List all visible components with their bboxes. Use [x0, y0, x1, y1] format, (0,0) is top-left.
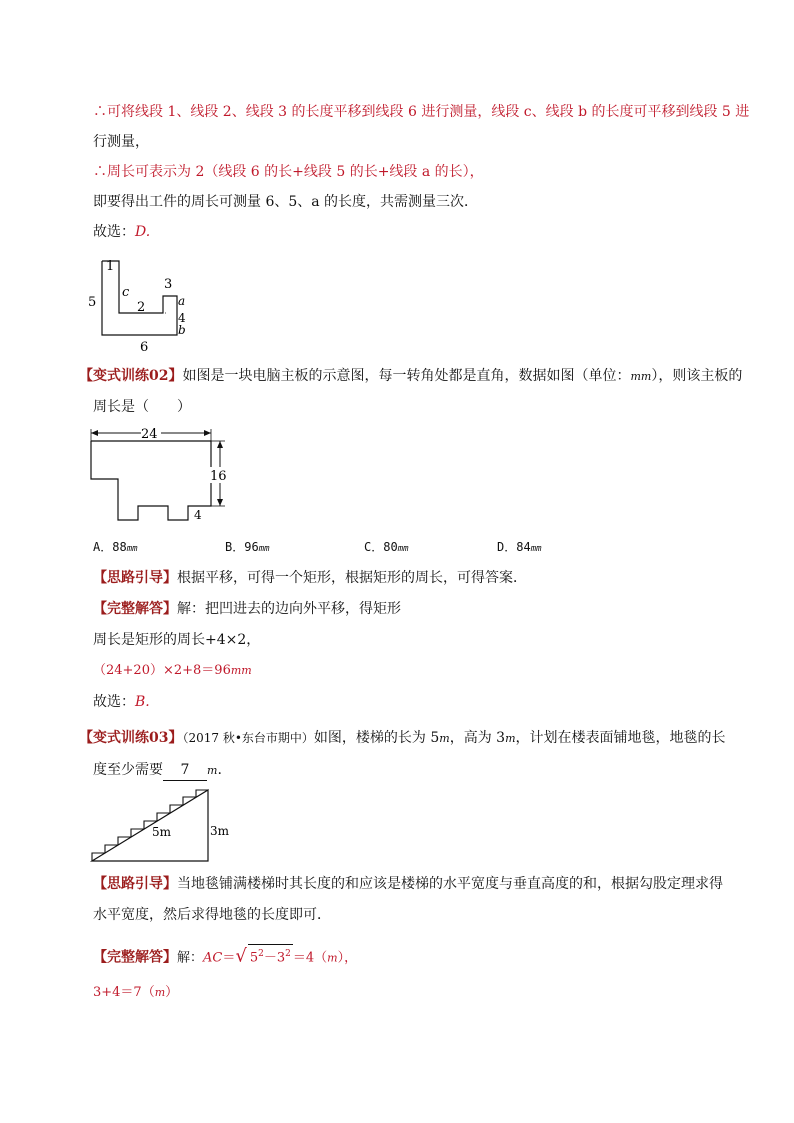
solution-line: 【完整解答】解：AC＝√ $5^2-3^2 =4(m)$， [93, 945, 358, 967]
question-text: ），则该主板的 [651, 368, 743, 384]
exercise-tag: 【变式训练02】 [79, 368, 183, 384]
hint-line [93, 568, 527, 588]
label-3: 3 [164, 277, 173, 292]
solution-calc: （24+20）×2+8＝96mm [93, 663, 252, 678]
option-c[interactable]: C．80mm [364, 540, 409, 554]
dim-height: 16 [210, 469, 227, 484]
exercise-tag: 【变式训练03】 [79, 730, 183, 746]
unit: mm [630, 370, 652, 383]
label-1: 1 [106, 259, 115, 274]
hint-text: 根据平移，可得一个矩形，根据矩形的周长，可得答案． [177, 570, 527, 586]
staircase-figure [88, 785, 238, 865]
text-line: 即要得出工件的周长可测量 6、5、a 的长度，共需测量三次． [93, 194, 479, 210]
solution-calc: 3+4＝7（m） [93, 985, 179, 1000]
text-line: 行测量， [93, 134, 149, 150]
height-label: 3m [210, 824, 230, 838]
option-d[interactable]: D．84mm [497, 540, 542, 554]
text-line: ∴可将线段 1、线段 2、线段 3 的长度平移到线段 6 进行测量，线段 c、线段 b 的长度可平移到线段 5 进 [93, 104, 750, 120]
hint-text: 水平宽度，然后求得地毯的长度即可． [93, 907, 331, 923]
answer-line [93, 222, 150, 242]
option-b[interactable]: B．96mm [225, 540, 270, 554]
solution-line [93, 599, 401, 619]
dim-width: 24 [141, 427, 158, 442]
dim-notch: 4 [194, 508, 202, 522]
label-c: c [122, 285, 130, 300]
motherboard-figure [84, 425, 234, 525]
label-4: 4 [178, 311, 186, 325]
source-text: （2017 秋•东台市期中） [182, 731, 314, 745]
label-2: 2 [137, 300, 146, 315]
sqrt-radicand: $5^2-3^2$ [248, 944, 293, 967]
answer-line: 故选：B. [93, 694, 150, 710]
answer-blank: 7 [163, 760, 207, 781]
hint-text: 当地毯铺满楼梯时其长度的和应该是楼梯的水平宽度与垂直高度的和，根据勾股定理求得 [177, 876, 723, 892]
answer-prefix: 故选： [93, 224, 135, 240]
solution-tag: 【完整解答】 [93, 949, 177, 966]
exercise-02-question [79, 366, 742, 387]
question-text: 度至少需要 7 m. [93, 760, 222, 781]
solution-tag: 【完整解答】 [93, 601, 177, 617]
label-6: 6 [140, 340, 149, 355]
label-5: 5 [88, 295, 97, 310]
hint-tag: 【思路引导】 [93, 876, 177, 892]
exercise-03-question: 【变式训练03】（2017 秋•东台市期中）如图，楼梯的长为 5m，高为 3m，计划在楼表面铺地毯，地毯的长 [79, 730, 726, 746]
workpiece-figure [80, 250, 200, 360]
label-b: b [178, 323, 186, 337]
question-text: 周长是（ ） [93, 399, 191, 415]
solution-text: 解：把凹进去的边向外平移，得矩形 [177, 601, 401, 617]
question-text: 如图是一块电脑主板的示意图，每一转角处都是直角，数据如图（单位： [182, 368, 631, 384]
sqrt-sign: √ [235, 945, 247, 967]
solution-text: 周长是矩形的周长+4×2， [93, 632, 261, 648]
hypotenuse-label: 5m [152, 825, 172, 839]
hint-tag: 【思路引导】 [93, 570, 177, 586]
answer-value: D. [135, 224, 151, 240]
label-a: a [178, 294, 186, 308]
answer-value: B. [135, 694, 150, 710]
option-a[interactable]: A．88mm [93, 540, 138, 554]
hint-line [93, 874, 723, 894]
text-line: ∴周长可表示为 2（线段 6 的长+线段 5 的长+线段 a 的长）， [93, 164, 484, 180]
